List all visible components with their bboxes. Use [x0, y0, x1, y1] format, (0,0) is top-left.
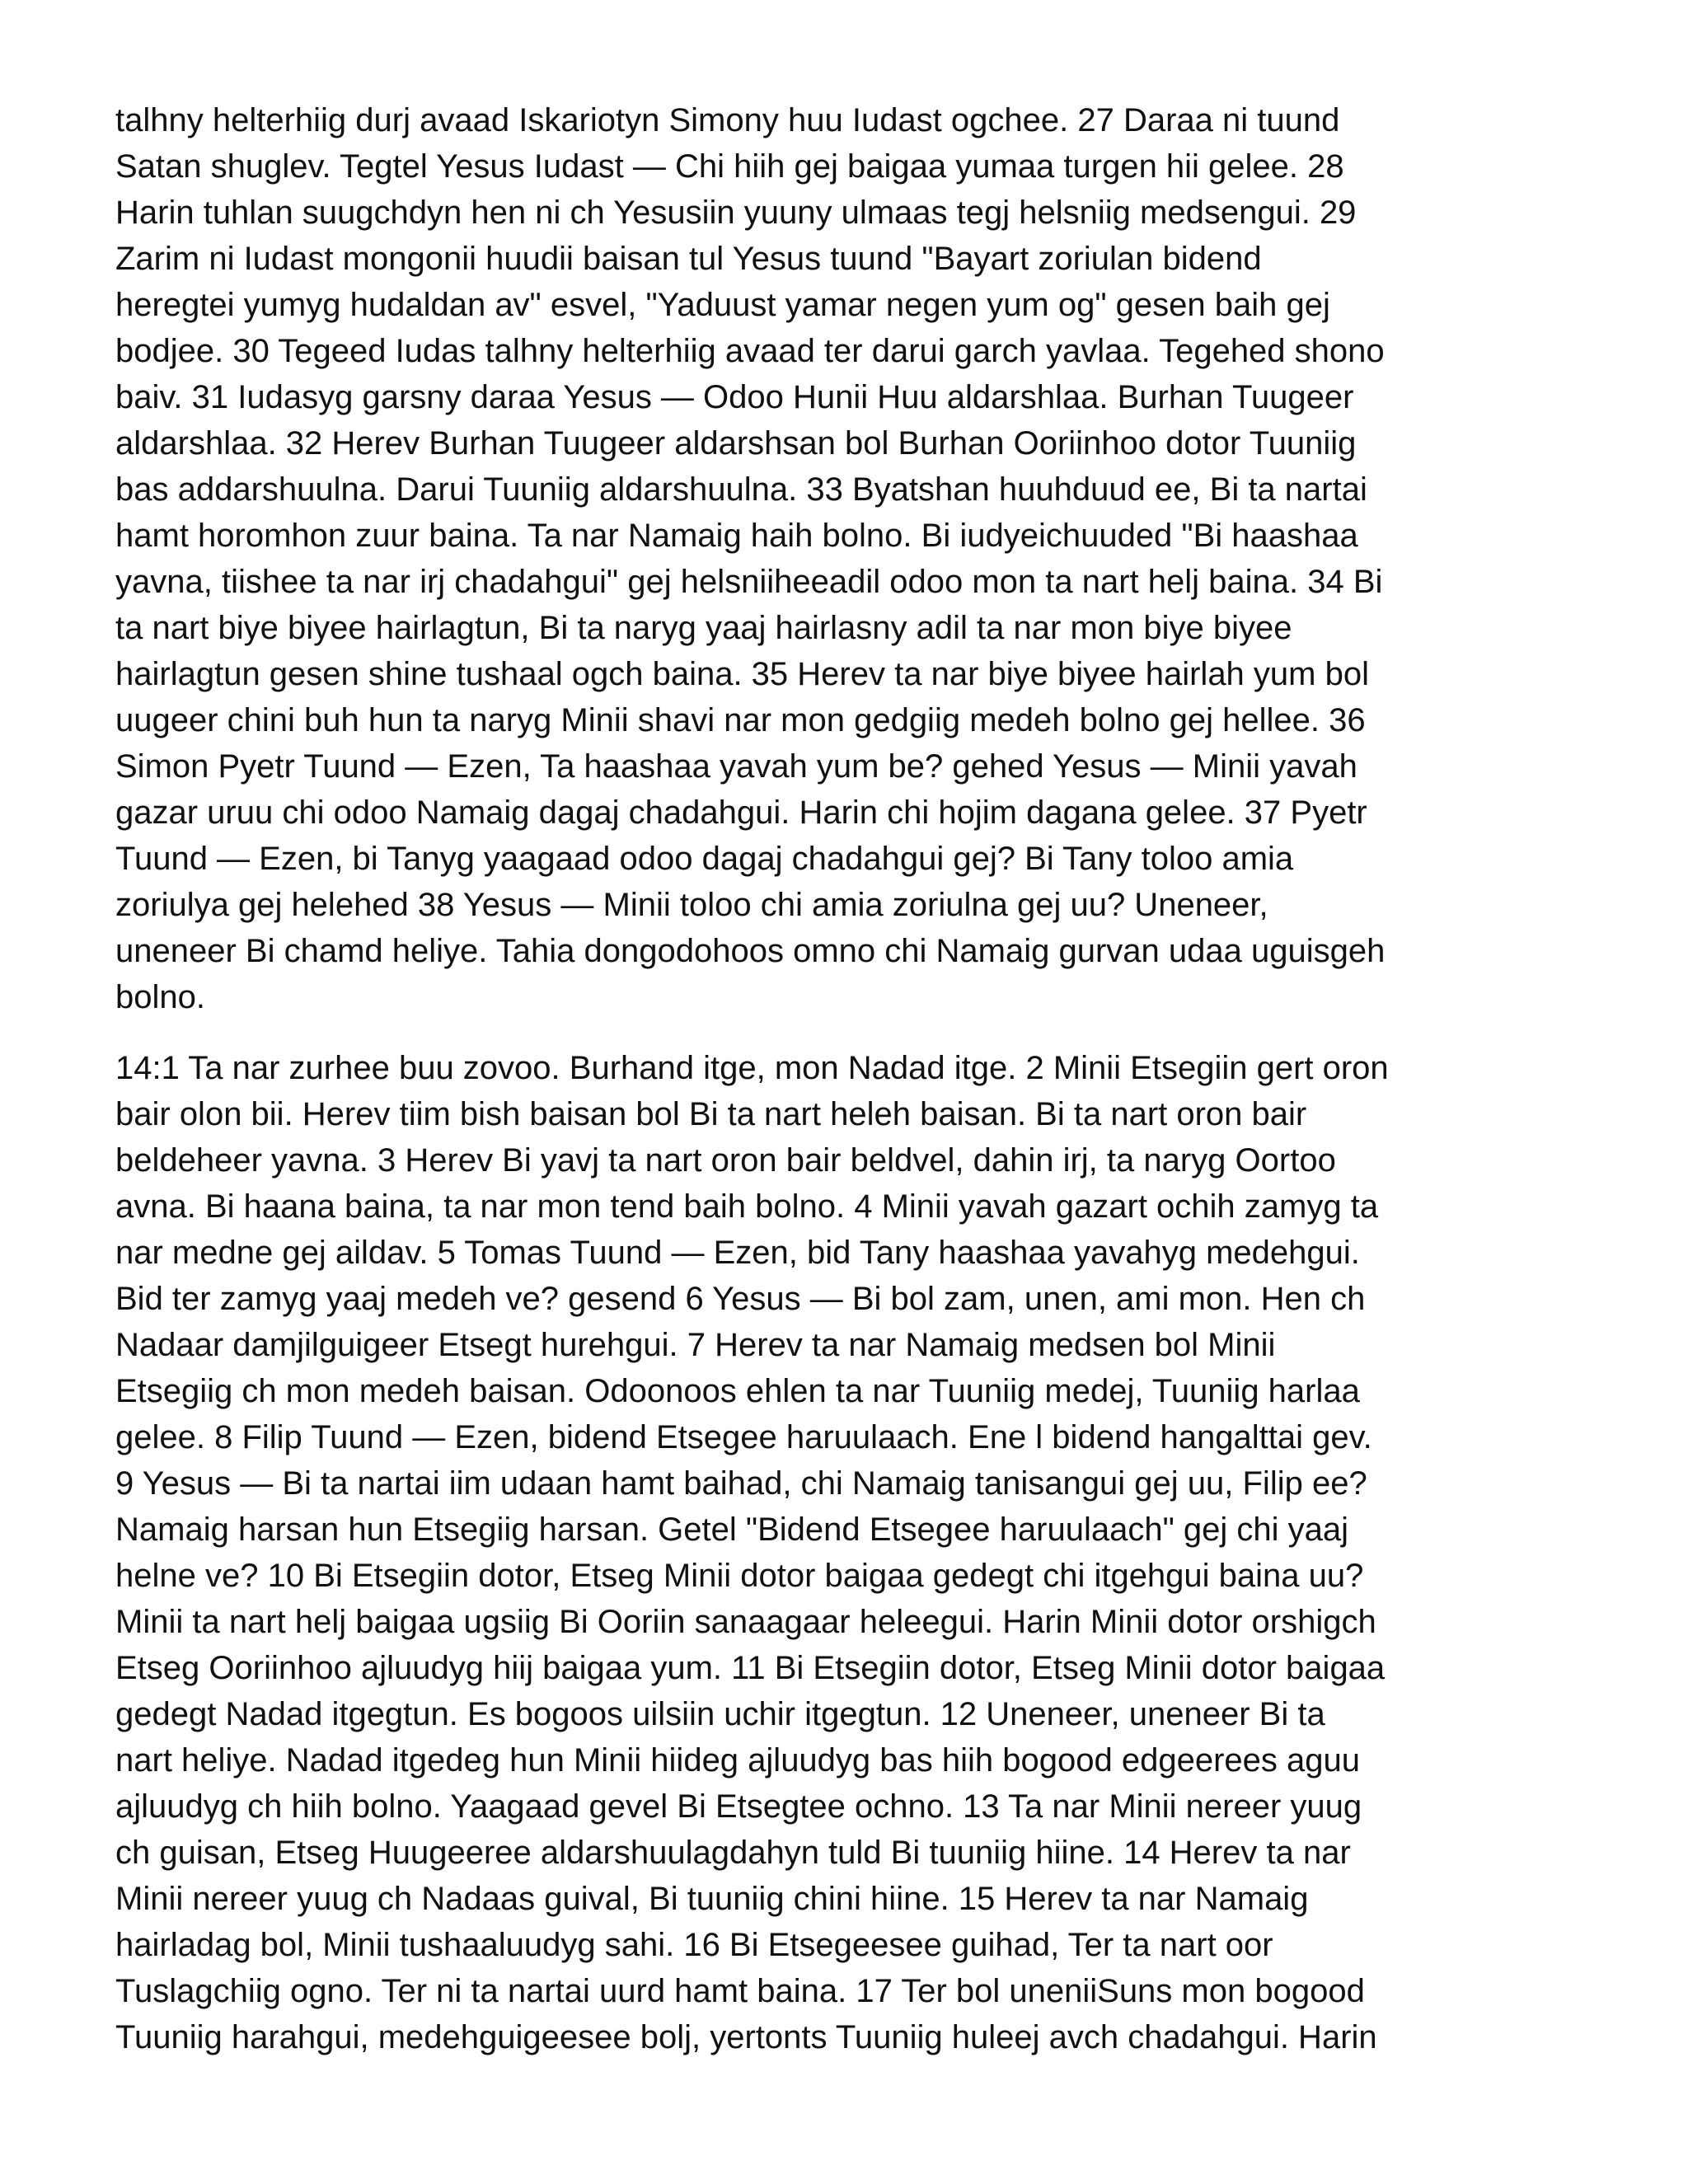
- text-line: hairlagtun gesen shine tushaal ogch baina. 35 Herev ta nar biye biyee hairlah yum bol: [115, 656, 1369, 692]
- text-line: Etsegiig ch mon medeh baisan. Odoonoos ehlen ta nar Tuuniig medej, Tuuniig harlaa: [115, 1373, 1360, 1409]
- text-line: Tuund — Ezen, bi Tanyg yaagaad odoo dagaj chadahgui gej? Bi Tany toloo amia: [115, 841, 1294, 877]
- text-line: avna. Bi haana baina, ta nar mon tend baih bolno. 4 Minii yavah gazart ochih zamyg ta: [115, 1188, 1379, 1225]
- text-line: Etseg Ooriinhoo ajluudyg hiij baigaa yum. 11 Bi Etsegiin dotor, Etseg Minii dotor baigaa: [115, 1650, 1386, 1686]
- text-line: bair olon bii. Herev tiim bish baisan bol Bi ta nart heleh baisan. Bi ta nart oron bair: [115, 1096, 1307, 1132]
- text-line: bodjee. 30 Tegeed Iudas talhny helterhiig avaad ter darui garch yavlaa. Tegehed shono: [115, 333, 1385, 369]
- text-line: Tuuniig harahgui, medehguigeesee bolj, yertonts Tuuniig huleej avch chadahgui. Harin: [115, 2019, 1377, 2055]
- text-line: uugeer chini buh hun ta naryg Minii shavi nar mon gedgiig medeh bolno gej hellee. 36: [115, 702, 1366, 738]
- text-line: talhny helterhiig durj avaad Iskariotyn Simony huu Iudast ogchee. 27 Daraa ni tuund: [115, 102, 1340, 138]
- text-line: gedegt Nadad itgegtun. Es bogoos uilsiin uchir itgegtun. 12 Uneneer, uneneer Bi ta: [115, 1696, 1325, 1732]
- text-line: nart heliye. Nadad itgedeg hun Minii hiideg ajluudyg bas hiih bogood edgeerees aguu: [115, 1742, 1360, 1779]
- text-line: beldeheer yavna. 3 Herev Bi yavj ta nart oron bair beldvel, dahin irj, ta naryg Oortoo: [115, 1142, 1336, 1179]
- text-line: ajluudyg ch hiih bolno. Yaagaad gevel Bi Etsegtee ochno. 13 Ta nar Minii nereer yuug: [115, 1788, 1362, 1825]
- text-line: zoriulya gej helehed 38 Yesus — Minii toloo chi amia zoriulna gej uu? Uneneer,: [115, 887, 1268, 923]
- document-page: [115, 97, 1591, 2060]
- text-line: bolno.: [115, 979, 205, 1015]
- text-line: hairladag bol, Minii tushaaluudyg sahi. 16 Bi Etsegeesee guihad, Ter ta nart oor: [115, 1927, 1273, 1963]
- text-line: Nadaar damjilguigeer Etsegt hurehgui. 7 Herev ta nar Namaig medsen bol Minii: [115, 1327, 1276, 1363]
- text-line: yavna, tiishee ta nar irj chadahgui" gej helsniiheeadil odoo mon ta nart helj baina. 34 Bi: [115, 564, 1383, 600]
- paragraph-john-13: [115, 97, 1591, 1020]
- text-line: 9 Yesus — Bi ta nartai iim udaan hamt baihad, chi Namaig tanisangui gej uu, Filip ee?: [115, 1465, 1367, 1502]
- text-line: Bid ter zamyg yaaj medeh ve? gesend 6 Yesus — Bi bol zam, unen, ami mon. Hen ch: [115, 1281, 1366, 1317]
- text-line: Minii ta nart helj baigaa ugsiig Bi Ooriin sanaagaar heleegui. Harin Minii dotor orshigch: [115, 1604, 1376, 1640]
- text-line: Minii nereer yuug ch Nadaas guival, Bi tuuniig chini hiine. 15 Herev ta nar Namaig: [115, 1881, 1309, 1917]
- text-line: baiv. 31 Iudasyg garsny daraa Yesus — Odoo Hunii Huu aldarshlaa. Burhan Tuugeer: [115, 379, 1354, 415]
- text-line: hamt horomhon zuur baina. Ta nar Namaig haih bolno. Bi iudyeichuuded "Bi haashaa: [115, 518, 1358, 554]
- text-line: heregtei yumyg hudaldan av" esvel, "Yaduust yamar negen yum og" gesen baih gej: [115, 287, 1330, 323]
- text-line: Simon Pyetr Tuund — Ezen, Ta haashaa yavah yum be? gehed Yesus — Minii yavah: [115, 748, 1357, 785]
- text-line: Namaig harsan hun Etsegiig harsan. Getel "Bidend Etsegee haruulaach" gej chi yaaj: [115, 1511, 1348, 1548]
- text-line: gelee. 8 Filip Tuund — Ezen, bidend Etsegee haruulaach. Ene l bidend hangalttai gev.: [115, 1419, 1372, 1455]
- text-line: Satan shuglev. Tegtel Yesus Iudast — Chi hiih gej baigaa yumaa turgen hii gelee. 28: [115, 148, 1344, 185]
- text-line: nar medne gej aildav. 5 Tomas Tuund — Ezen, bid Tany haashaa yavahyg medehgui.: [115, 1235, 1360, 1271]
- text-line: aldarshlaa. 32 Herev Burhan Tuugeer aldarshsan bol Burhan Ooriinhoo dotor Tuuniig: [115, 425, 1357, 462]
- text-line: uneneer Bi chamd heliye. Tahia dongodohoos omno chi Namaig gurvan udaa uguisgeh: [115, 933, 1386, 969]
- text-line: Harin tuhlan suugchdyn hen ni ch Yesusiin yuuny ulmaas tegj helsniig medsengui. 29: [115, 194, 1357, 231]
- text-line: Tuslagchiig ogno. Ter ni ta nartai uurd hamt baina. 17 Ter bol uneniiSuns mon bogood: [115, 1973, 1365, 2009]
- text-line: gazar uruu chi odoo Namaig dagaj chadahgui. Harin chi hojim dagana gelee. 37 Pyetr: [115, 794, 1367, 831]
- text-line: ch guisan, Etseg Huugeeree aldarshuulagdahyn tuld Bi tuuniig hiine. 14 Herev ta nar: [115, 1835, 1351, 1871]
- text-line: 14:1 Ta nar zurhee buu zovoo. Burhand itge, mon Nadad itge. 2 Minii Etsegiin gert oron: [115, 1050, 1389, 1086]
- text-line: bas addarshuulna. Darui Tuuniig aldarshuulna. 33 Byatshan huuhduud ee, Bi ta nartai: [115, 471, 1367, 508]
- text-line: ta nart biye biyee hairlagtun, Bi ta naryg yaaj hairlasny adil ta nar mon biye biyee: [115, 610, 1292, 646]
- text-line: helne ve? 10 Bi Etsegiin dotor, Etseg Minii dotor baigaa gedegt chi itgehgui baina uu?: [115, 1558, 1364, 1594]
- paragraph-john-14: [115, 1045, 1591, 2060]
- text-line: Zarim ni Iudast mongonii huudii baisan tul Yesus tuund "Bayart zoriulan bidend: [115, 241, 1262, 277]
